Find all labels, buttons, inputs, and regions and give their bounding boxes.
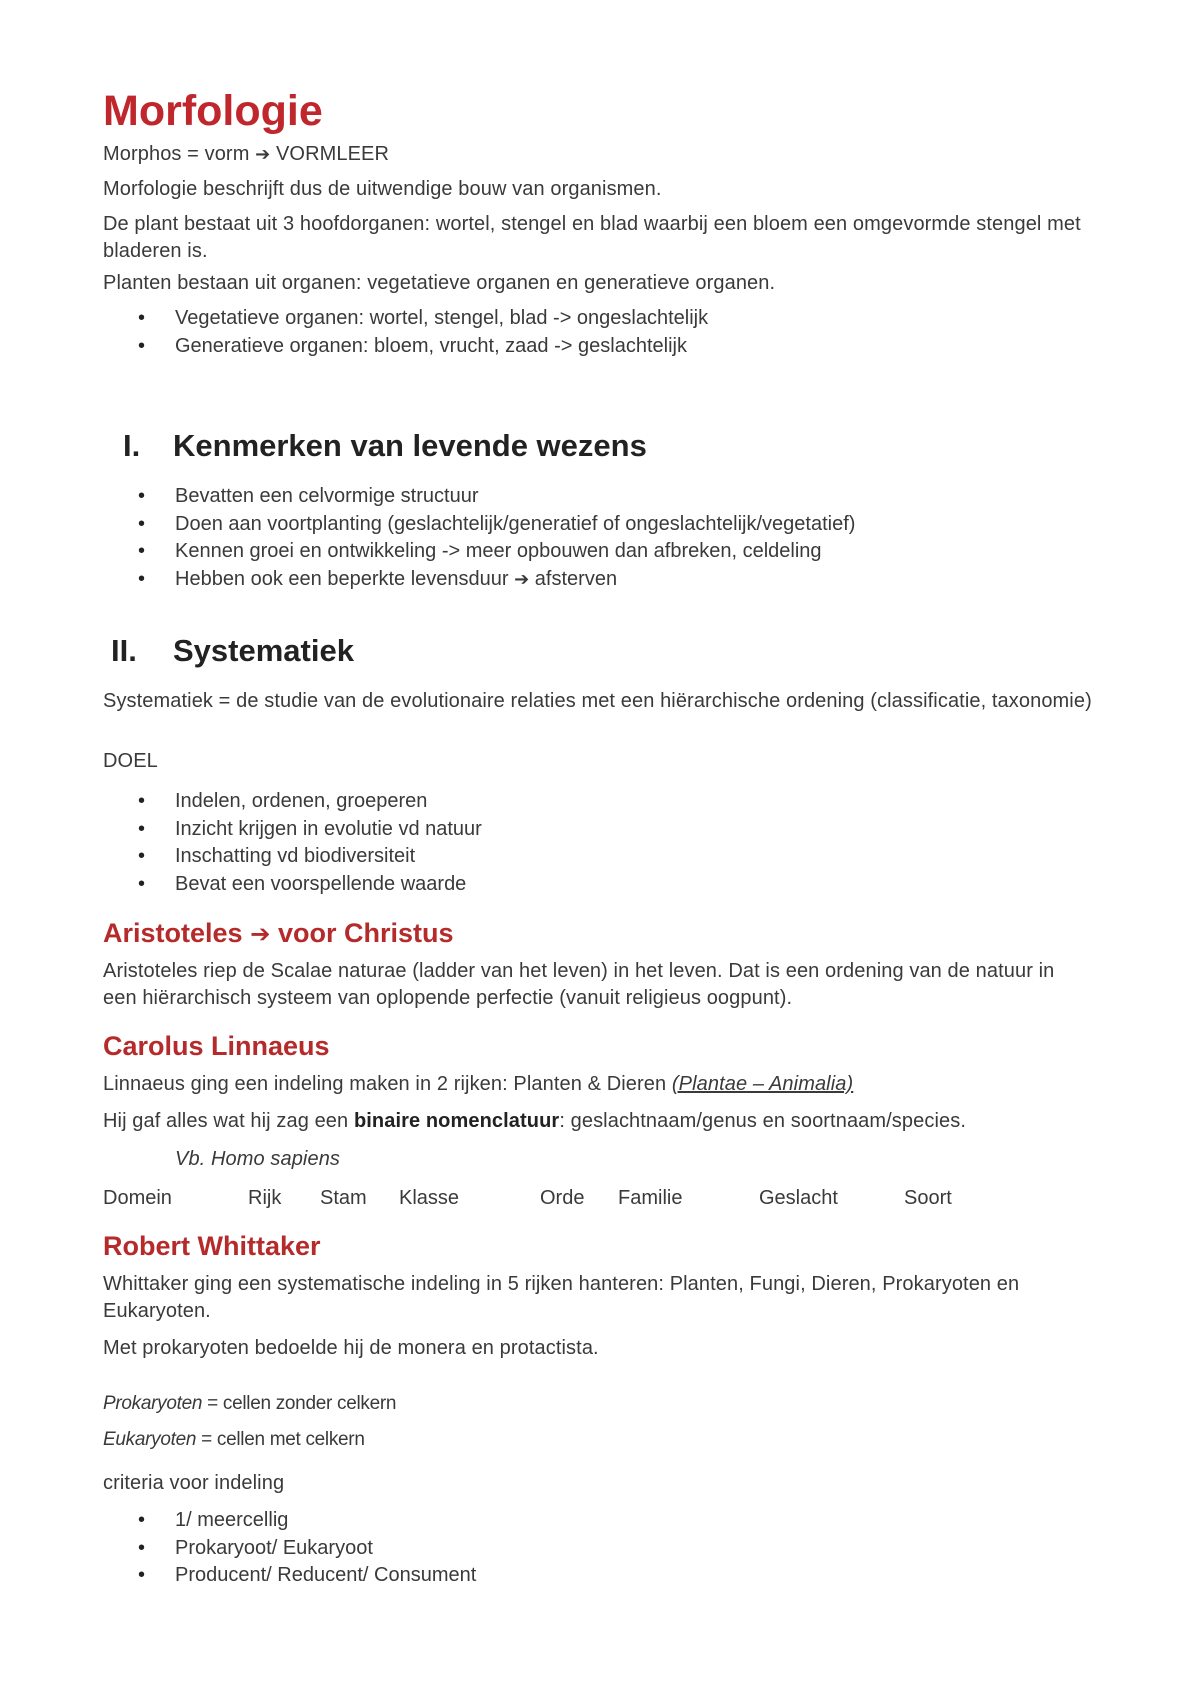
section1-bullet-list xyxy=(103,483,855,593)
intro-bullet-list xyxy=(103,305,708,360)
linnaeus-text: Hij gaf alles wat hij zag een xyxy=(103,1110,349,1132)
rank-label: Familie xyxy=(618,1187,683,1209)
section-number: I. xyxy=(123,428,141,463)
criteria-bullet-list xyxy=(103,1507,476,1590)
intro-paragraph-1 xyxy=(103,141,1093,168)
rank-label: Rijk xyxy=(248,1187,282,1209)
intro-text: Morphos = vorm xyxy=(103,143,250,165)
list-item: • Generatieve organen: bloem, vrucht, zaad -> geslachtelijk xyxy=(103,333,708,361)
definition: = cellen met celkern xyxy=(196,1429,365,1450)
rank-label: Orde xyxy=(540,1187,585,1209)
list-item-text-end: afsterven xyxy=(534,567,618,590)
list-item: • Vegetatieve organen: wortel, stengel, blad -> ongeslachtelijk xyxy=(103,305,708,333)
aristoteles-paragraph: Aristoteles riep de Scalae naturae (ladder van het leven) in het leven. Dat is een ordening van de natuur in een hiërarchisch systeem van oplopende perfectie (vanuit religieus oogpunt). xyxy=(103,960,1055,1009)
arrow-icon: ➔ xyxy=(255,144,271,164)
section-title: Kenmerken van levende wezens xyxy=(173,428,647,463)
example-text: Vb. Homo sapiens xyxy=(175,1148,341,1170)
arrow-icon: ➔ xyxy=(250,921,271,948)
criteria-label: criteria voor indeling xyxy=(103,1472,285,1494)
doel-label: DOEL xyxy=(103,750,158,772)
page-title: Morfologie xyxy=(103,87,323,135)
list-item: • Inzicht krijgen in evolutie vd natuur xyxy=(103,816,482,844)
list-item: • Kennen groei en ontwikkeling -> meer opbouwen dan afbreken, celdeling xyxy=(103,538,855,566)
list-item: • Indelen, ordenen, groeperen xyxy=(103,788,482,816)
taxonomy-ranks-row xyxy=(103,1185,1103,1213)
section-heading-1 xyxy=(103,428,647,464)
intro-paragraph-3: De plant bestaat uit 3 hoofdorganen: wortel, stengel en blad waarbij een bloem een omgevormde stengel met bladeren is. xyxy=(103,213,1081,262)
list-item-text: Hebben ook een beperkte levensduur xyxy=(175,567,509,590)
list-item: • Bevat een voorspellende waarde xyxy=(103,871,482,899)
list-item: • Doen aan voortplanting (geslachtelijk/generatief of ongeslachtelijk/vegetatief) xyxy=(103,511,855,539)
rank-label: Stam xyxy=(320,1187,367,1209)
list-item: • Producent/ Reducent/ Consument xyxy=(103,1562,476,1590)
rank-label: Soort xyxy=(904,1187,952,1209)
subheading-text: Aristoteles xyxy=(103,918,243,948)
systematiek-definition: Systematiek = de studie van de evolutionaire relaties met een hiërarchische ordening (classificatie, taxonomie) xyxy=(103,690,1092,712)
subheading-text-end: voor Christus xyxy=(277,918,454,948)
list-item xyxy=(103,566,855,594)
term: Eukaryoten xyxy=(103,1429,197,1450)
linnaeus-paragraph-1 xyxy=(103,1071,1093,1098)
rank-label: Klasse xyxy=(399,1187,460,1209)
subheading-aristoteles xyxy=(103,917,453,951)
whittaker-paragraph-2: Met prokaryoten bedoelde hij de monera en protactista. xyxy=(103,1337,599,1359)
linnaeus-text: Linnaeus ging een indeling maken in 2 rijken: Planten & Dieren xyxy=(103,1073,667,1095)
subheading-whittaker: Robert Whittaker xyxy=(103,1231,321,1261)
linnaeus-text-end: : geslachtnaam/genus en soortnaam/species. xyxy=(559,1110,966,1132)
list-item: • Prokaryoot/ Eukaryoot xyxy=(103,1535,476,1563)
eukaryoten-definition xyxy=(103,1428,365,1452)
section-number: II. xyxy=(111,633,137,668)
rank-label: Domein xyxy=(103,1187,172,1209)
list-item: • Bevatten een celvormige structuur xyxy=(103,483,855,511)
definition: = cellen zonder celkern xyxy=(202,1393,397,1414)
latin-names: (Plantae – Animalia) xyxy=(671,1073,854,1095)
arrow-icon: ➔ xyxy=(514,568,530,589)
list-item: • Inschatting vd biodiversiteit xyxy=(103,843,482,871)
doel-bullet-list xyxy=(103,788,482,898)
section-title: Systematiek xyxy=(173,633,354,668)
bold-term: binaire nomenclatuur xyxy=(353,1110,560,1132)
linnaeus-paragraph-2 xyxy=(103,1108,1093,1135)
rank-label: Geslacht xyxy=(759,1187,838,1209)
subheading-linnaeus: Carolus Linnaeus xyxy=(103,1031,330,1061)
list-item: • 1/ meercellig xyxy=(103,1507,476,1535)
section-heading-2 xyxy=(103,633,354,669)
prokaryoten-definition xyxy=(103,1392,396,1416)
intro-text-end: VORMLEER xyxy=(275,143,390,165)
intro-paragraph-4: Planten bestaan uit organen: vegetatieve organen en generatieve organen. xyxy=(103,272,776,294)
intro-paragraph-2: Morfologie beschrijft dus de uitwendige bouw van organismen. xyxy=(103,178,662,200)
whittaker-paragraph-1: Whittaker ging een systematische indeling in 5 rijken hanteren: Planten, Fungi, Dieren, Prokaryoten en Eukaryoten. xyxy=(103,1273,1020,1322)
term: Prokaryoten xyxy=(103,1393,203,1414)
